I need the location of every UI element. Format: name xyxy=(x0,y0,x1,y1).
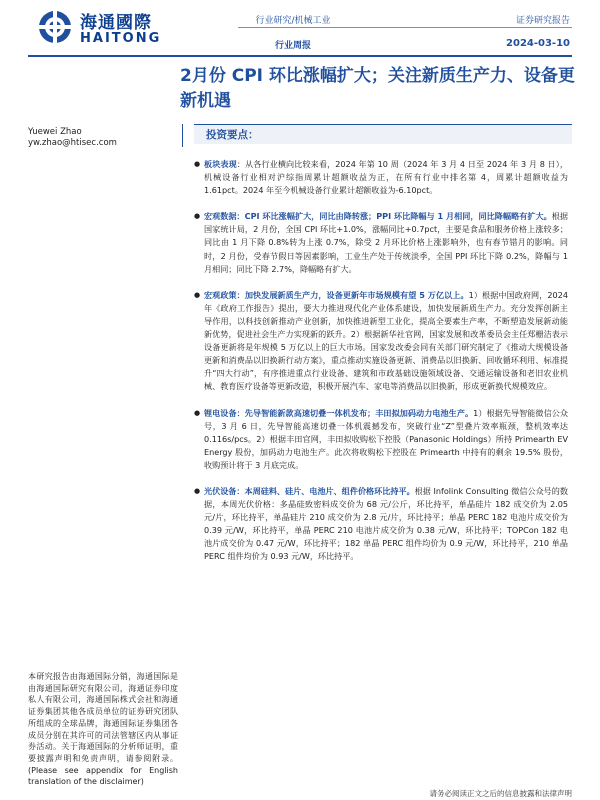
bullet-text: 根据 Infolink Consulting 微信公众号的数据，本周光伏价格：多晶硅致密料成交价为 68 元/公斤，环比持平，单晶硅片 182 成交价为 2.05 元/片，环比持平，单晶硅片 210 成交价为 2.8 元/片，环比持平；单晶 PERC 182 电池片成交价为 0.39 元/W，环比持平，单晶 PERC 210 电池片成交价为 0.38 元/W，环比持平；TOPCon 182 电池片成交价为 0.47 元/W，环比持平；182 单晶 PERC 组件均价为 0.9 元/W，环比持平，210 单晶 PERC 组件均价为 0.93 元/W，环比持平。 xyxy=(204,485,568,562)
bullet-macro-data xyxy=(194,210,568,275)
bullet-lead: 宏观政策：加快发展新质生产力，设备更新年市场规模有望 5 万亿以上。 xyxy=(204,289,469,300)
brand-name-en: HAITONG xyxy=(80,31,162,46)
haitong-logo-icon xyxy=(38,10,72,44)
bullet-text: ：从各行业横向比较来看，2024 年第 10 周（2024 年 3 月 4 日至 2024 年 3 月 8 日），机械设备行业相对沪综指周累计超额收益为正，在所有行业中排名第 4，周累计超额收益为 1.61pct。2024 年至今机械设备行业累计超额收益为-6.10pct。 xyxy=(204,159,568,196)
bullet-lithium-equipment xyxy=(194,407,568,472)
bullet-lead: 板块表现 xyxy=(204,159,237,169)
report-title: 2月份 CPI 环比涨幅扩大；关注新质生产力、设备更新机遇 xyxy=(180,66,575,111)
footer-note: 请务必阅读正文之后的信息披露和法律声明 xyxy=(429,789,572,798)
brand-name-cn: 海通國際 xyxy=(80,13,152,33)
bullet-text: 根据国家统计局，2 月份，全国 CPI 环比+1.0%，涨幅同比+0.7pct，主要是食品和服务价格上涨较多；同比由 1 月下降 0.8%转为上涨 0.7%，除受 2 月环比价格上涨影响外，也有春节错月的影响。同时，2 月份，受春节假日等因素影响，工业生产处于传统淡季，全国 PPI 环比下降 0.2%，降幅与 1 月相同；同比下降 2.7%，降幅略有扩大。 xyxy=(204,211,568,274)
bullet-text: 1）根据先导智能微信公众号，3 月 6 日，先导智能高速切叠一体机震撼发布，突破行业“Z”型叠片效率瓶颈，整机效率达 0.116s/pcs。2）根据丰田官网，丰田拟收购松下控股（Panasonic Holdings）所持 Primearth EV Energy 股份，加码动力电池生产。此次将收购松下控股在 Primearth 中持有的剩余 19.5% 股份，收购预计将于 3 月底完成。 xyxy=(204,407,568,470)
bullet-market-performance xyxy=(194,158,568,197)
report-type: 行业周报 xyxy=(274,41,311,51)
header-rule xyxy=(28,55,572,57)
author-name: Yuewei Zhao xyxy=(28,127,82,137)
bullet-macro-policy xyxy=(194,289,568,394)
key-points-heading: 投资要点： xyxy=(194,124,572,144)
author-email[interactable]: yw.zhao@htisec.com xyxy=(28,138,117,148)
report-date: 2024-03-10 xyxy=(506,38,570,49)
key-points-rule xyxy=(182,124,183,147)
bullet-lead: 宏观数据：CPI 环比涨幅扩大，同比由降转涨；PPI 环比降幅与 1 月相同，同比降幅略有扩大。 xyxy=(204,211,552,222)
bullet-lead: 光伏设备：本周硅料、硅片、电池片、组件价格环比持平。 xyxy=(204,485,415,496)
bullet-pv-equipment xyxy=(194,485,568,564)
bullet-text: 1）根据中国政府网，2024 年《政府工作报告》提出，要大力推进现代化产业体系建设，加快发展新质生产力。充分发挥创新主导作用，以科技创新推动产业创新，加快推进新型工业化，提高全要素生产率，不断塑造发展新动能新优势，促进社会生产力实现新的跃升。2）根据新华社官网，国家发展和改革委员会主任郑栅洁表示设备更新将是年规模 5 万亿以上的巨大市场。国家发改委会同有关部门研究制定了《推动大规模设备更新和消费品以旧换新行动方案》，重点推动实施设备更新、消费品以旧换新、回收循环利用、标准提升“四大行动”，有序推进重点行业设备、建筑和市政基础设施领域设备、交通运输设备和老旧农业机械、教育医疗设备等更新改造，积极开展汽车、家电等消费品以旧换新，形成更新换代规模效应。 xyxy=(204,289,568,392)
disclaimer-text: 本研究报告由海通国际分销，海通国际是由海通国际研究有限公司，海通证券印度私人有限公司，海通国际株式会社和海通证券集团其他各成员单位的证券研究团队所组成的全球品牌，海通国际证券集团各成员分别在其许可的司法管辖区内从事证券活动。关于海通国际的分析师证明，重要披露声明和免责声明，请参阅附录。(Please see appendix for English translation of the disclaimer) xyxy=(28,672,178,787)
author-block xyxy=(28,127,117,149)
header-divider xyxy=(238,27,572,28)
key-points-list xyxy=(194,158,568,564)
bullet-lead: 锂电设备：先导智能新款高速切叠一体机发布；丰田拟加码动力电池生产。 xyxy=(204,407,474,418)
doc-type: 证券研究报告 xyxy=(515,16,570,26)
report-category: 行业研究/机械工业 xyxy=(255,16,331,26)
